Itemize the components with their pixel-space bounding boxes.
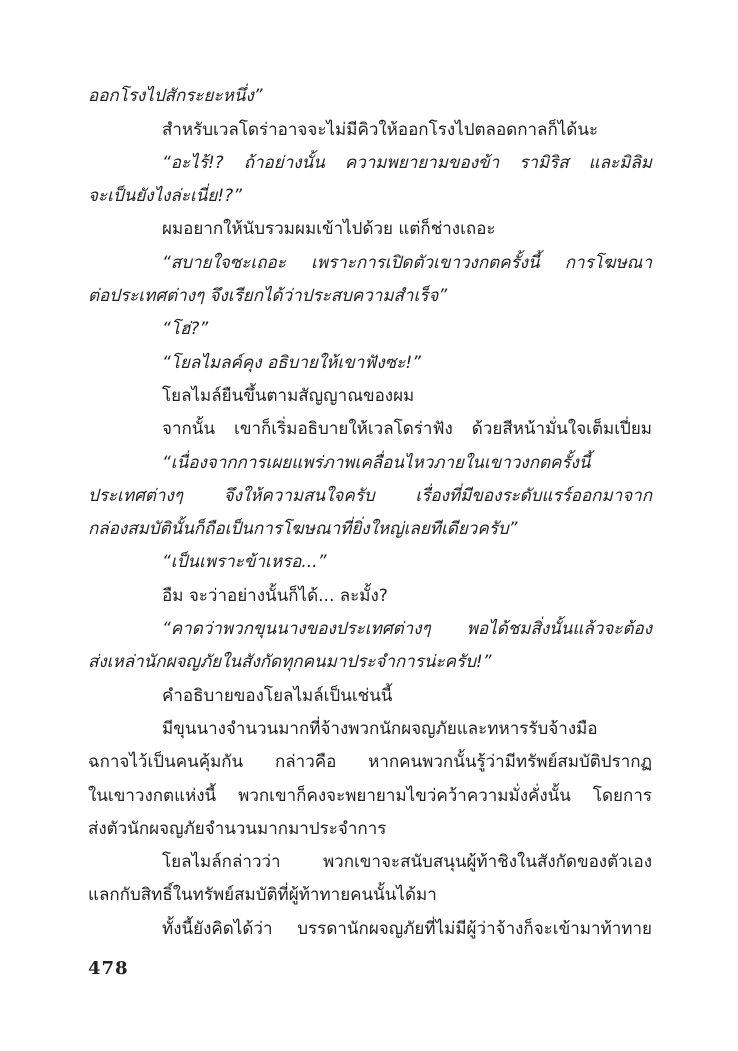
text-line: “โยลไมลค์คุง อธิบายให้เขาฟังซะ!”: [162, 353, 421, 373]
text-line: ส่งตัวนักผจญภัยจำนวนมากมาประจำการ: [88, 819, 387, 839]
text-line: อืม จะว่าอย่างนั้นก็ได้... ละมั้ง?: [162, 586, 388, 606]
text-line: ออกโรงไปสักระยะหนึ่ง”: [88, 86, 263, 106]
text-line: จากนั้น เขาก็เริ่มอธิบายให้เวลโดร่าฟัง ด้วยสีหน้ามั่นใจเต็มเปี่ยม: [162, 419, 652, 439]
text-line: โยลไมล์กล่าวว่า พวกเขาจะสนับสนุนผู้ท้าชิงในสังกัดของตัวเอง: [162, 852, 652, 872]
text-line: “โฮ่?”: [162, 319, 209, 339]
text-line: ทั้งนี้ยังคิดได้ว่า บรรดานักผจญภัยที่ไม่มีผู้ว่าจ้างก็จะเข้ามาท้าทาย: [162, 919, 652, 939]
text-line: ผมอยากให้นับรวมผมเข้าไปด้วย แต่ก็ช่างเถอะ: [162, 219, 496, 239]
text-line: ประเทศต่างๆ จึงให้ความสนใจครับ เรื่องที่มีของระดับแรร์ออกมาจาก: [88, 486, 652, 506]
text-line: กล่องสมบัตินั้นก็ถือเป็นการโฆษณาที่ยิ่งใหญ่เลยทีเดียวครับ”: [88, 519, 518, 539]
text-line: “เนื่องจากการเผยแพร่ภาพเคลื่อนไหวภายในเขาวงกตครั้งนี้: [162, 453, 591, 473]
text-line: ฉกาจไว้เป็นคนคุ้มกัน กล่าวคือ หากคนพวกนั้นรู้ว่ามีทรัพย์สมบัติปรากฏ: [88, 752, 652, 772]
text-line: สำหรับเวลโดร่าอาจจะไม่มีคิวให้ออกโรงไปตลอดกาลก็ได้นะ: [162, 120, 599, 140]
text-line: มีขุนนางจำนวนมากที่จ้างพวกนักผจญภัยและทหารรับจ้างมือ: [162, 719, 598, 739]
text-line: คำอธิบายของโยลไมล์เป็นเช่นนี้: [162, 686, 393, 706]
text-line: “อะไร้!? ถ้าอย่างนั้น ความพยายามของข้า รามิริส และมิลิม: [162, 153, 652, 173]
text-line: ในเขาวงกตแห่งนี้ พวกเขาก็คงจะพยายามไขว่คว้าความมั่งคั่งนั้น โดยการ: [88, 786, 652, 806]
text-line: “คาดว่าพวกขุนนางของประเทศต่างๆ พอได้ชมสิ่งนั้นแล้วจะต้อง: [162, 619, 652, 639]
text-line: “สบายใจซะเถอะ เพราะการเปิดตัวเขาวงกตครั้งนี้ การโฆษณา: [162, 253, 652, 273]
text-line: ส่งเหล่านักผจญภัยในสังกัดทุกคนมาประจำการน่ะครับ!”: [88, 652, 492, 672]
text-line: ต่อประเทศต่างๆ จึงเรียกได้ว่าประสบความสำเร็จ”: [88, 286, 448, 306]
text-line: แลกกับสิทธิ์ในทรัพย์สมบัติที่ผู้ท้าทายคนนั้นได้มา: [88, 885, 437, 905]
text-line: โยลไมล์ยืนขึ้นตามสัญญาณของผม: [162, 386, 415, 406]
text-line: “เป็นเพราะข้าเหรอ...”: [162, 552, 327, 572]
text-line: จะเป็นยังไงล่ะเนี่ย!?”: [88, 186, 243, 206]
page-number: 478: [88, 958, 129, 979]
